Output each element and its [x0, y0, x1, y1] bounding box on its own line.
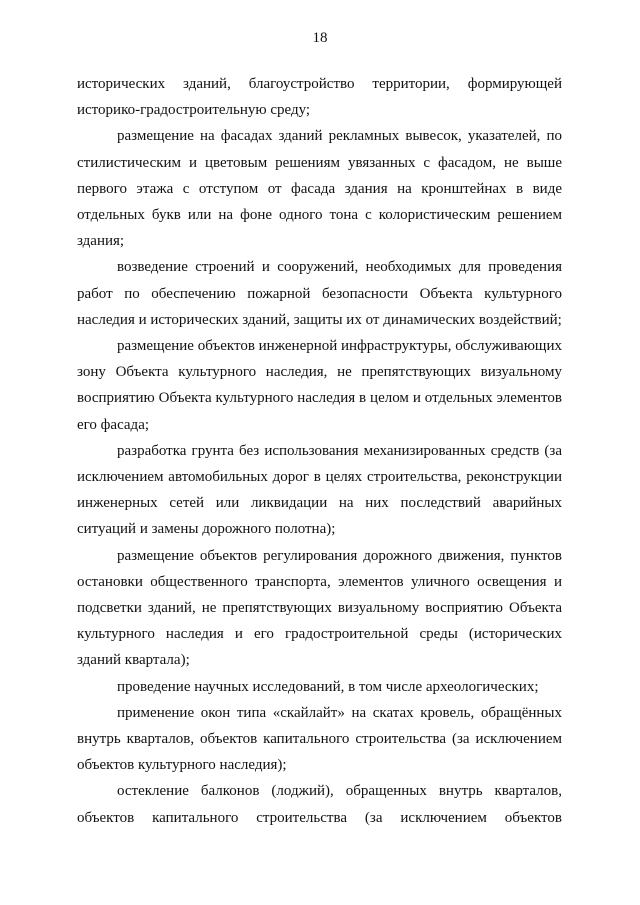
paragraph-signage: размещение на фасадах зданий рекламных вывесок, указателей, по стилистическим и цветовым решениям увязанных с фасадом, не выше первого этажа с отступом от фасада здания на кронштейнах в виде отдельных букв или на фоне одного тона с колористическим решением здания; — [77, 128, 562, 250]
paragraph-continuation: исторических зданий, благоустройство территории, формирующей историко-градостроительную среду; — [77, 76, 562, 119]
page-number: 18 — [312, 30, 328, 46]
paragraph-soil-works: разработка грунта без использования механизированных средств (за исключением автомобильных дорог в целях строительства, реконструкции инженерных сетей или ликвидации на них последствий аварийных ситуаций и замены дорожного полотна); — [77, 442, 562, 538]
paragraph-traffic-objects: размещение объектов регулирования дорожного движения, пунктов остановки общественного транспорта, элементов уличного освещения и подсветки зданий, не препятствующих визуальному восприятию Объекта культурного наследия и его градостроительной среды (исторических зданий квартала); — [77, 547, 562, 669]
paragraph-fire-safety: возведение строений и сооружений, необходимых для проведения работ по обеспечению пожарной безопасности Объекта культурного наследия и исторических зданий, защиты их от динамических воздействий; — [77, 259, 562, 328]
paragraph-balcony-glazing: остекление балконов (лоджий), обращенных внутрь кварталов, объектов капитального строительства (за исключением объектов — [77, 783, 562, 826]
paragraph-research: проведение научных исследований, в том числе археологических; — [117, 678, 539, 695]
document-body — [77, 71, 562, 831]
paragraph-engineering-infrastructure: размещение объектов инженерной инфраструктуры, обслуживающих зону Объекта культурного наследия, не препятствующих визуальному восприятию Объекта культурного наследия в целом и отдельных элементов его фасада; — [77, 338, 562, 433]
paragraph-skylights: применение окон типа «скайлайт» на скатах кровель, обращённых внутрь кварталов, объектов капитального строительства (за исключением объектов культурного наследия); — [77, 704, 562, 774]
